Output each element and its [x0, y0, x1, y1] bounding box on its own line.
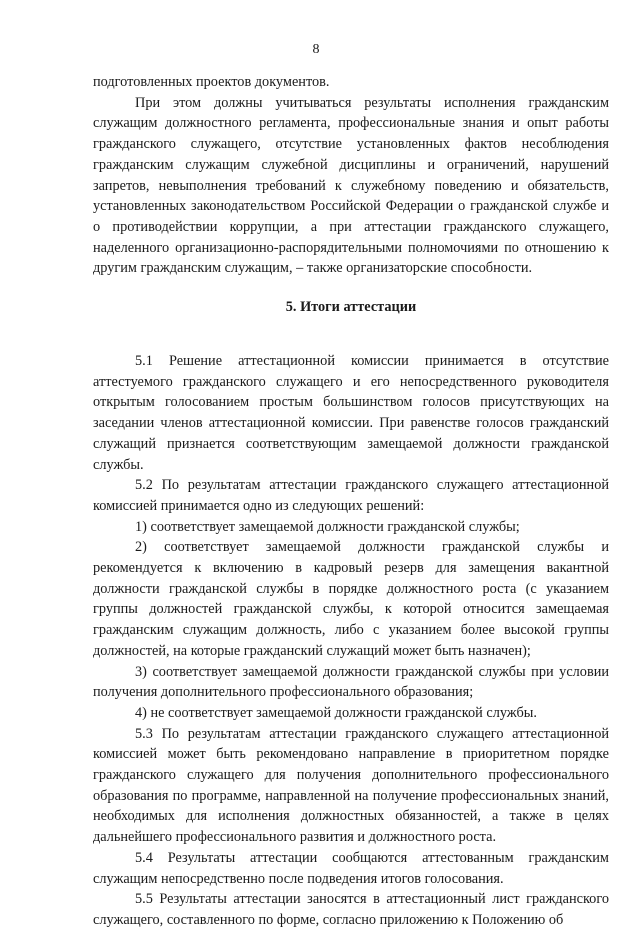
paragraph: 5.3 По результатам аттестации гражданского служащего аттестационной комиссией может быть рекомендовано направление в приоритетном порядке гражданского служащего для получения дополнительного профессионального образования по программе, направленной на получение профессиональных знаний, необходимых для исполнения должностных обязанностей, а также в целях дальнейшего профессионального развития и должностного роста. — [93, 725, 609, 846]
section-title: 5. Итоги аттестации — [285, 299, 417, 315]
paragraph: 5.1 Решение аттестационной комиссии принимается в отсутствие аттестуемого гражданского служащего и его непосредственного руководителя открытым голосованием простым большинством голосов присутствующих на заседании членов аттестационной комиссии. При равенстве голосов гражданский служащий признается соответствующим замещаемой должности гражданской службы. — [93, 353, 609, 473]
list-item: 2) соответствует замещаемой должности гражданской службы и рекомендуется к включению в кадровый резерв для замещения вакантной должности гражданской службы в порядке должностного роста (с указанием группы должностей гражданской службы, к которой относится замещаемая гражданским служащим должность, либо с указанием более высокой группы должностей, на которые гражданский служащий может быть назначен); — [93, 539, 609, 659]
paragraph: При этом должны учитываться результаты исполнения гражданским служащим должностного регламента, профессиональные знания и опыт работы гражданского служащего, отсутствие установленных фактов несоблюдения гражданским служащим служебной дисциплины и ограничений, нарушений запретов, невыполнения требований к служебному поведению и обязательств, установленных законодательством Российской Федерации о гражданской службе и о противодействии коррупции, а при аттестации гражданского служащего, наделенного организационно-распорядительными полномочиями по отношению к другим гражданским служащим, – также организаторские способности. — [93, 94, 609, 277]
section-text-block — [93, 351, 609, 931]
paragraph: 5.4 Результаты аттестации сообщаются аттестованным гражданским служащим непосредственно после подведения итогов голосования. — [93, 849, 609, 887]
paragraph: подготовленных проектов документов. — [93, 74, 330, 90]
list-item: 1) соответствует замещаемой должности гражданской службы; — [135, 518, 520, 535]
paragraph: 5.2 По результатам аттестации гражданского служащего аттестационной комиссией принимается одно из следующих решений: — [93, 477, 609, 514]
paragraph: 5.5 Результаты аттестации заносятся в аттестационный лист гражданского служащего, составленного по форме, согласно приложению к Положению об — [93, 891, 609, 928]
page-number: 8 — [312, 42, 320, 57]
list-item: 3) соответствует замещаемой должности гражданской службы при условии получения дополнительного профессионального образования; — [93, 663, 609, 701]
list-item: 4) не соответствует замещаемой должности гражданской службы. — [135, 704, 537, 721]
intro-text-block — [93, 72, 609, 279]
